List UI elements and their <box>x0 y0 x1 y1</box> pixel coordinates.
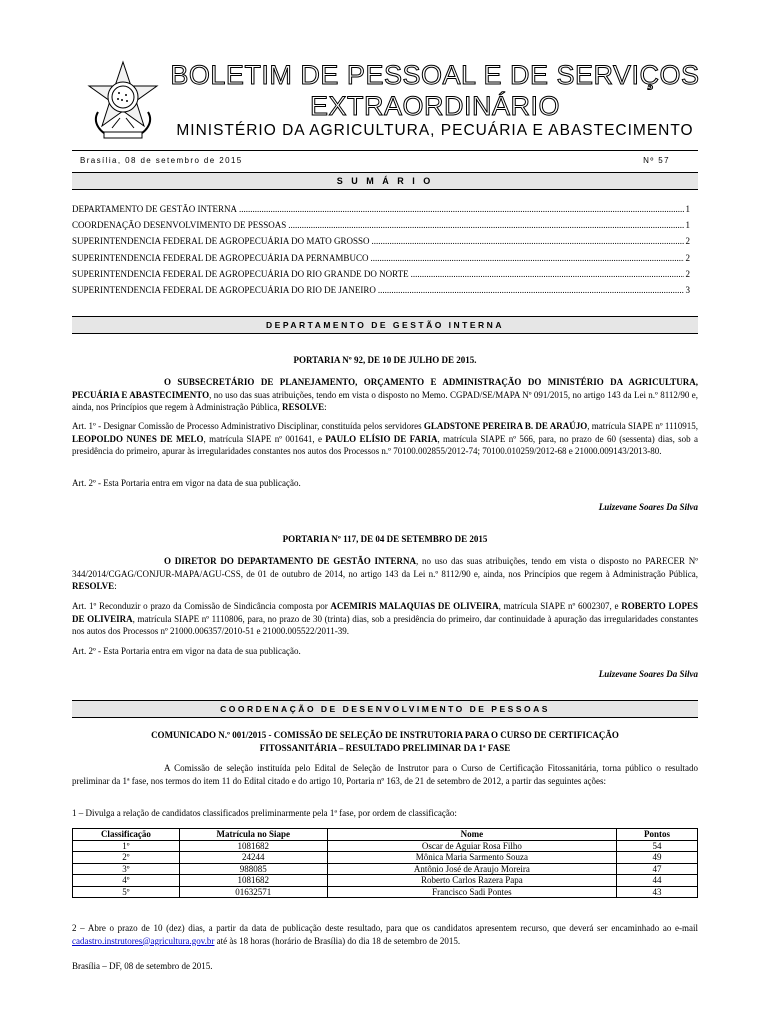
portaria-117-intro: O DIRETOR DO DEPARTAMENTO DE GESTÃO INTERNA, no uso das suas atribuições, tendo em vista o disposto no PARECER Nº 344/2014/CGAG/CONJUR-MAPA/AGU-CSS, de 01 de outubro de 2014, no artigo 143 da Lei n.º 8112/90 e, ainda, nos Princípios que regem à Administração Pública, RESOLVE: <box>72 556 699 591</box>
portaria-117-intro-text: , no uso das suas atribuições, tendo em vista o disposto no PARECER Nº 344/2014/CGAG/CONJUR-MAPA/AGU-CSS, de 01 de outubro de 2014, no artigo 143 da Lei n.º 8112/90 e, ainda, nos Princípios que regem à Administração Pública, <box>72 556 699 579</box>
summary-item-label: DEPARTAMENTO DE GESTÃO INTERNA <box>72 204 237 214</box>
portaria-117-signature: Luizevane Soares Da Silva <box>598 669 698 679</box>
ministry-name: MINISTÉRIO DA AGRICULTURA, PECUÁRIA E ABASTECIMENTO <box>176 122 694 139</box>
portaria-92-signature: Luizevane Soares Da Silva <box>598 502 698 512</box>
column-header: Classificação <box>73 829 180 841</box>
issue-number: Nº 57 <box>643 156 670 165</box>
summary-item-page: 1 <box>685 220 690 231</box>
portaria-117-authority: O DIRETOR DO DEPARTAMENTO DE GESTÃO INTERNA <box>164 556 416 566</box>
summary-item-label: SUPERINTENDENCIA FEDERAL DE AGROPECUÁRIA DO RIO GRANDE DO NORTE <box>72 268 409 279</box>
summary-leader-dots <box>288 220 683 230</box>
portaria-92-resolve: RESOLVE <box>281 402 325 412</box>
summary-item[interactable] <box>72 236 690 252</box>
summary-leader-dots <box>370 253 683 263</box>
section-heading-dgi: DEPARTAMENTO DE GESTÃO INTERNA <box>72 316 698 334</box>
header-divider <box>72 150 698 151</box>
art1-text: Art. 1º Reconduzir o prazo da Comissão de Sindicância composta por <box>72 601 331 611</box>
table-cell: 1081682 <box>179 840 327 852</box>
summary-item-page: 2 <box>685 268 690 279</box>
table-cell: 49 <box>617 852 698 864</box>
table-cell: 3º <box>73 863 180 875</box>
art1-text: Art. 1º - Designar Comissão de Processo Administrativo Disciplinar, constituída pelos servidores <box>72 421 424 431</box>
summary-item[interactable] <box>72 285 690 301</box>
table-header-row <box>73 829 698 841</box>
summary-leader-dots <box>239 204 684 214</box>
art1-text: , matrícula SIAPE nº 1110806, para, no prazo de 30 (trinta) dias, sob a presidência do primeiro, dar continuidade à apuração das irregularidades constantes nos autos dos Processos nº 21000.006357/2010-51 e 21000.005522/2011-39. <box>72 613 699 636</box>
table-cell: 54 <box>617 840 698 852</box>
summary-item-page: 2 <box>685 252 690 263</box>
servidor-name: LEOPOLDO NUNES DE MELO <box>72 433 204 444</box>
portaria-92-title: PORTARIA Nº 92, DE 10 DE JULHO DE 2015. <box>293 355 477 365</box>
table-row <box>73 863 698 875</box>
table-row <box>73 886 698 898</box>
summary-heading: S U M Á R I O <box>72 172 698 190</box>
art1-text: , matrícula SIAPE nº 001641, e <box>203 433 326 444</box>
section-heading-cdp: COORDENAÇÃO DE DESENVOLVIMENTO DE PESSOAS <box>72 700 698 718</box>
table-cell: Francisco Sadi Pontes <box>327 886 616 898</box>
item2-text: 2 – Abre o prazo de 10 (dez) dias, a partir da data de publicação deste resultado, para que os candidatos apresentem recurso, que deverá ser encaminhado ao e-mail <box>72 923 698 933</box>
summary-leader-dots <box>378 285 684 295</box>
table-row <box>73 840 698 852</box>
table-cell: 24244 <box>179 852 327 864</box>
servidor-name: ACEMIRIS MALAQUIAS DE OLIVEIRA <box>330 601 499 611</box>
table-cell: Oscar de Aguiar Rosa Filho <box>327 840 616 852</box>
summary-item[interactable] <box>72 220 690 236</box>
bulletin-title-line1: BOLETIM DE PESSOAL E DE SERVIÇOS <box>170 60 700 90</box>
table-row <box>73 875 698 887</box>
summary-item-page: 3 <box>685 284 690 295</box>
email-link[interactable]: cadastro.instrutores@agricultura.gov.br <box>72 935 215 946</box>
summary-leader-dots <box>372 236 684 246</box>
summary-item-label: SUPERINTENDENCIA FEDERAL DE AGROPECUÁRIA DO MATO GROSSO <box>72 236 370 247</box>
bulletin-title-line2: EXTRAORDINÁRIO <box>309 91 561 121</box>
summary-item-label: SUPERINTENDENCIA FEDERAL DE AGROPECUÁRIA DA PERNAMBUCO <box>72 252 369 263</box>
comunicado-title-line1: COMUNICADO N.º 001/2015 - COMISSÃO DE SELEÇÃO DE INSTRUTORIA PARA O CURSO DE CERTIFICAÇÃO <box>151 730 619 740</box>
portaria-117-art2: Art. 2º - Esta Portaria entra em vigor na data de sua publicação. <box>72 646 301 656</box>
portaria-117-resolve: RESOLVE <box>72 581 115 591</box>
table-cell: 47 <box>617 863 698 875</box>
issue-date: Brasília, 08 de setembro de 2015 <box>80 156 243 165</box>
table-row <box>73 852 698 864</box>
comunicado-intro: A Comissão de seleção instituída pelo Edital de Seleção de Instrutor para o Curso de Certificação Fitossanitária, torna público o resultado preliminar da 1ª fase, nos termos do item 11 do Edital citado e do artigo 10, Portaria nº 163, de 21 de setembro de 2012, a partir das seguintes ações: <box>72 763 698 786</box>
table-cell: Roberto Carlos Razera Papa <box>327 875 616 887</box>
column-header: Pontos <box>617 829 698 841</box>
comunicado-title-line2: FITOSSANITÁRIA – RESULTADO PRELIMINAR DA 1ª FASE <box>259 742 511 753</box>
summary-item-page: 2 <box>685 236 690 247</box>
summary-item-label: SUPERINTENDENCIA FEDERAL DE AGROPECUÁRIA DO RIO DE JANEIRO <box>72 284 376 295</box>
summary-list <box>72 204 690 301</box>
summary-item[interactable] <box>72 204 690 220</box>
table-cell: 1081682 <box>179 875 327 887</box>
portaria-92-intro-text: , no uso das suas atribuições, tendo em vista o disposto no Memo. CGPAD/SE/MAPA Nº 091/2015, no artigo 143 da Lei n.º 8112/90 e, ainda, nos Princípios que regem à Administração Pública, <box>72 389 698 412</box>
brazil-coat-of-arms-icon <box>82 60 164 142</box>
servidor-name: ROBERTO LOPES DE OLIVEIRA <box>72 601 698 624</box>
comunicado-item2 <box>72 922 698 947</box>
table-cell: Mônica Maria Sarmento Souza <box>327 852 616 864</box>
summary-item[interactable] <box>72 253 690 269</box>
comunicado-item1: 1 – Divulga a relação de candidatos classificados preliminarmente pela 1ª fase, por ordem de classificação: <box>72 808 457 818</box>
portaria-92-art1 <box>72 420 698 458</box>
table-cell: 01632571 <box>179 886 327 898</box>
portaria-92-intro: O SUBSECRETÁRIO DE PLANEJAMENTO, ORÇAMENTO E ADMINISTRAÇÃO DO MINISTÉRIO DA AGRICULTURA, PECUÁRIA E ABASTECIMENTO, no uso das suas atribuições, tendo em vista o disposto no Memo. CGPAD/SE/MAPA Nº 091/2015, no artigo 143 da Lei n.º 8112/90 e, ainda, nos Princípios que regem à Administração Pública, RESOLVE: <box>72 377 698 412</box>
bulletin-title <box>170 60 700 122</box>
table-cell: 43 <box>617 886 698 898</box>
table-cell: Antônio José de Araujo Moreira <box>327 863 616 875</box>
servidor-name: PAULO ELÍSIO DE FARIA <box>325 433 438 444</box>
table-cell: 5º <box>73 886 180 898</box>
comunicado-closing: Brasília – DF, 08 de setembro de 2015. <box>72 961 213 971</box>
summary-item-page: 1 <box>685 204 690 214</box>
table-cell: 2º <box>73 852 180 864</box>
column-header: Nome <box>327 829 616 841</box>
art1-text: , matrícula SIAPE nº 6002307, e <box>498 601 622 611</box>
summary-item[interactable] <box>72 269 690 285</box>
portaria-92-authority: O SUBSECRETÁRIO DE PLANEJAMENTO, ORÇAMENTO E ADMINISTRAÇÃO DO MINISTÉRIO DA AGRICULTURA, PECUÁRIA E ABASTECIMENTO <box>72 377 698 400</box>
table-cell: 1º <box>73 840 180 852</box>
servidor-name: GLADSTONE PEREIRA B. DE ARAÚJO <box>423 421 588 431</box>
item2-text: até às 18 horas (horário de Brasília) do dia 18 de setembro de 2015. <box>214 935 461 946</box>
table-cell: 4º <box>73 875 180 887</box>
column-header: Matrícula no Siape <box>179 829 327 841</box>
summary-item-label: COORDENAÇÃO DESENVOLVIMENTO DE PESSOAS <box>72 220 287 231</box>
comunicado-title <box>72 729 698 754</box>
summary-leader-dots <box>411 269 684 279</box>
art1-text: , matrícula SIAPE nº 566, para, no prazo de 60 (sessenta) dias, sob a presidência do primeiro, apurar às irregularidades constantes nos autos dos Processos n.º 70100.002855/2012-74; 70100.010259/2012-68 e 21000.009143/2013-80. <box>72 433 698 456</box>
portaria-117-title: PORTARIA Nº 117, DE 04 DE SETEMBRO DE 2015 <box>282 534 488 544</box>
results-table <box>72 828 698 898</box>
portaria-92-art2: Art. 2º - Esta Portaria entra em vigor na data de sua publicação. <box>72 478 301 488</box>
art1-text: , matrícula SIAPE nº 1110915, <box>587 421 698 431</box>
table-cell: 44 <box>617 875 698 887</box>
portaria-117-art1 <box>72 600 698 638</box>
table-cell: 988085 <box>179 863 327 875</box>
